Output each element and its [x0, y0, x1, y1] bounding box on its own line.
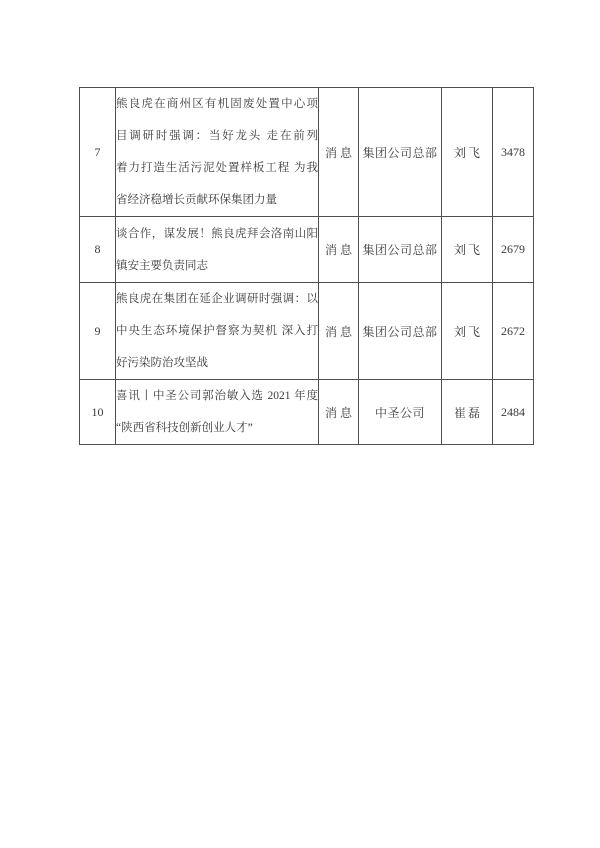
title-line: 镇安主要负责同志	[116, 259, 208, 272]
title-line: 着力打造生活污泥处置样板工程 为我	[116, 162, 318, 174]
title-line: 省经济稳增长贡献环保集团力量	[116, 194, 277, 206]
type-cell: 消息	[319, 88, 359, 217]
department-cell: 集团公司总部	[359, 217, 442, 283]
author-cell: 刘飞	[442, 88, 493, 217]
author-cell: 刘飞	[442, 217, 493, 283]
title-line: 熊良虎在集团在延企业调研时强调：以	[116, 293, 318, 305]
table-row	[80, 88, 534, 217]
view-count-cell: 2679	[493, 217, 534, 283]
title-cell	[116, 217, 319, 283]
title-line: “陕西省科技创新创业人才”	[116, 422, 253, 434]
title-line: 谈合作，谋发展！熊良虎拜会洛南山阳	[116, 227, 318, 240]
table-row	[80, 283, 534, 380]
author-cell: 刘飞	[442, 283, 493, 380]
title-cell	[116, 380, 319, 445]
view-count-cell: 3478	[493, 88, 534, 217]
title-line: 目调研时强调：当好龙头 走在前列	[116, 130, 318, 142]
title-line: 喜讯丨中圣公司郭治敏入选 2021 年度	[116, 390, 318, 402]
author-cell: 崔磊	[442, 380, 493, 445]
view-count-cell: 2484	[493, 380, 534, 445]
table-row	[80, 217, 534, 283]
department-cell: 集团公司总部	[359, 283, 442, 380]
title-line: 好污染防治攻坚战	[116, 357, 208, 369]
news-table-body	[80, 88, 534, 445]
title-cell	[116, 283, 319, 380]
type-cell: 消息	[319, 380, 359, 445]
row-number-cell: 7	[80, 88, 116, 217]
news-table	[79, 87, 534, 445]
view-count-cell: 2672	[493, 283, 534, 380]
type-cell: 消息	[319, 283, 359, 380]
row-number-cell: 8	[80, 217, 116, 283]
title-line: 中央生态环境保护督察为契机 深入打	[116, 325, 318, 337]
department-cell: 集团公司总部	[359, 88, 442, 217]
title-cell	[116, 88, 319, 217]
table-row	[80, 380, 534, 445]
department-cell: 中圣公司	[359, 380, 442, 445]
row-number-cell: 10	[80, 380, 116, 445]
row-number-cell: 9	[80, 283, 116, 380]
title-line: 熊良虎在商州区有机固废处置中心项	[116, 98, 318, 110]
type-cell: 消息	[319, 217, 359, 283]
